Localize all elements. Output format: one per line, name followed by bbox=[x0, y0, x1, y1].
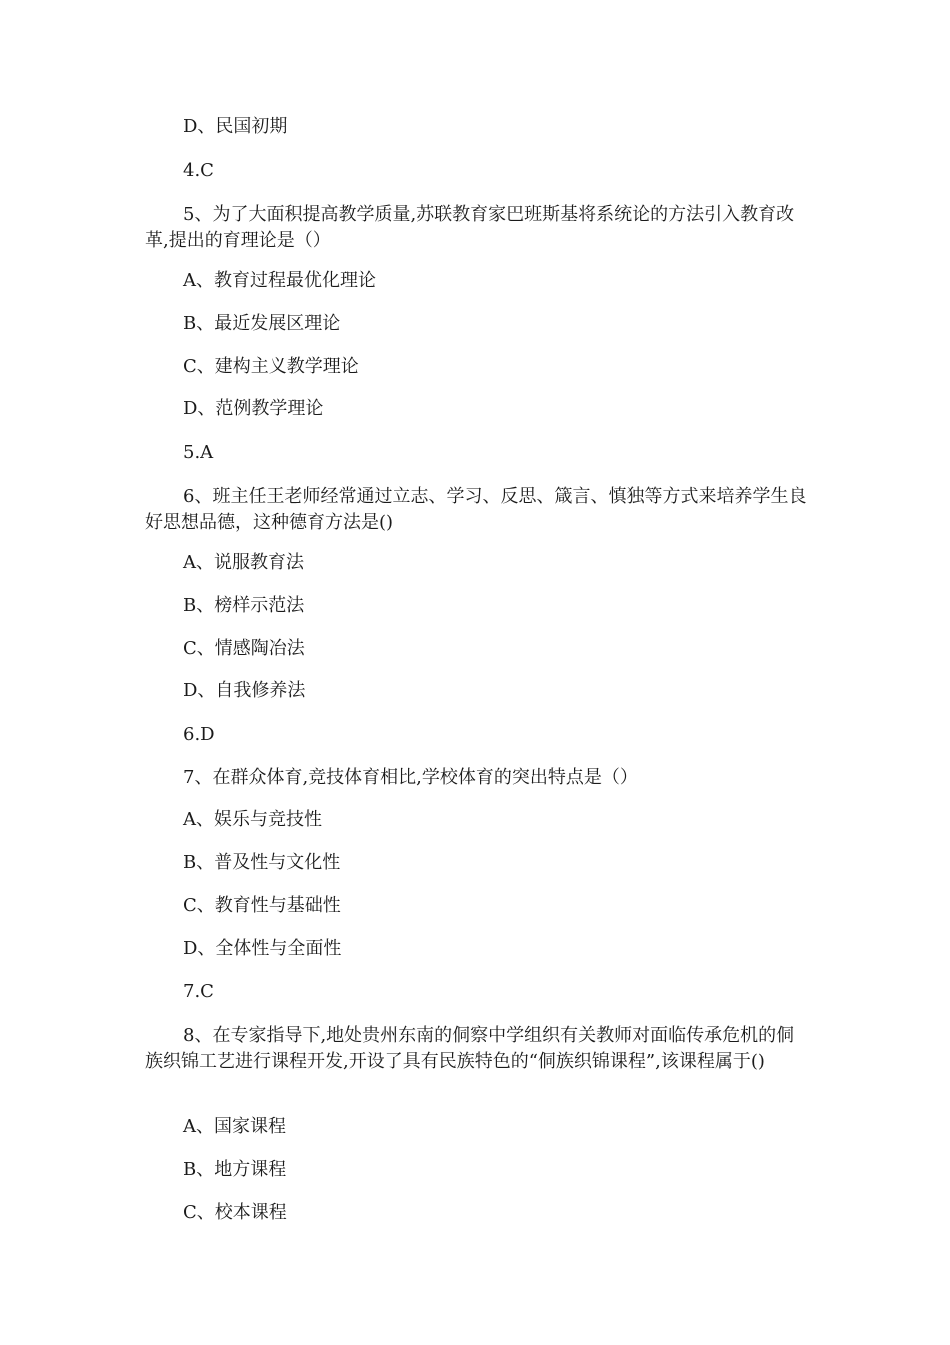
question-6: 6、班主任王老师经常通过立志、学习、反思、箴言、慎独等方式来培养学生良好思想品德，这种德育方法是() bbox=[145, 486, 807, 533]
question-7: 7、在群众体育,竞技体育相比,学校体育的突出特点是（） bbox=[183, 767, 638, 788]
option-b-q6: B、榜样示范法 bbox=[183, 595, 305, 616]
answer-q7: 7.C bbox=[183, 981, 214, 1002]
option-d-q5: D、范例教学理论 bbox=[183, 398, 324, 419]
answer-q4: 4.C bbox=[183, 160, 214, 181]
option-c-q5: C、建构主义教学理论 bbox=[183, 356, 359, 377]
option-c-q8: C、校本课程 bbox=[183, 1202, 287, 1223]
question-5: 5、为了大面积提高教学质量,苏联教育家巴班斯基将系统论的方法引入教育改革,提出的育理论是（） bbox=[145, 204, 795, 251]
option-c-q7: C、教育性与基础性 bbox=[183, 895, 341, 916]
option-b-q7: B、普及性与文化性 bbox=[183, 852, 341, 873]
option-d-q7: D、全体性与全面性 bbox=[183, 938, 342, 959]
option-b-q8: B、地方课程 bbox=[183, 1159, 287, 1180]
answer-q5: 5.A bbox=[183, 442, 214, 463]
option-a-q7: A、娱乐与竞技性 bbox=[183, 809, 322, 830]
option-a-q8: A、国家课程 bbox=[183, 1116, 286, 1137]
question-8: 8、在专家指导下,地处贵州东南的侗察中学组织有关教师对面临传承危机的侗族织锦工艺进行课程开发,开设了具有民族特色的“侗族织锦课程”,该课程属于() bbox=[145, 1025, 795, 1072]
option-d-q4: D、民国初期 bbox=[183, 116, 288, 137]
option-b-q5: B、最近发展区理论 bbox=[183, 313, 341, 334]
option-a-q6: A、说服教育法 bbox=[183, 552, 304, 573]
option-a-q5: A、教育过程最优化理论 bbox=[183, 270, 376, 291]
option-d-q6: D、自我修养法 bbox=[183, 680, 306, 701]
option-c-q6: C、情感陶冶法 bbox=[183, 638, 305, 659]
answer-q6: 6.D bbox=[183, 724, 215, 745]
